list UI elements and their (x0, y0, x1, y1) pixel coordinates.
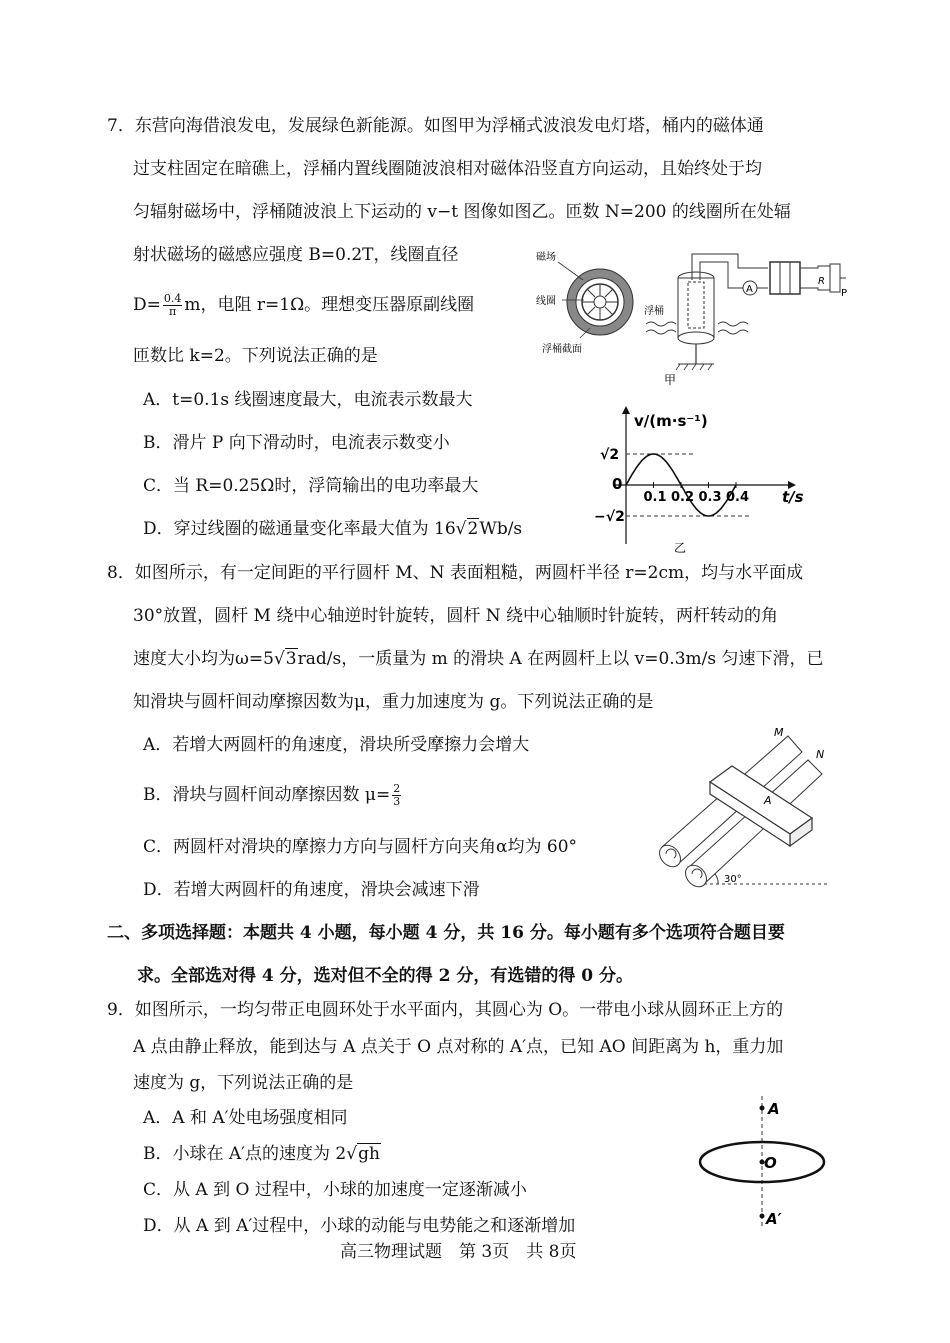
x-tick-4: 0.4 (726, 490, 750, 505)
float-bucket-body (678, 278, 714, 338)
label-float-section: 浮桶截面 (542, 344, 582, 355)
label-a: A (764, 794, 772, 807)
q9-option-b: B．小球在 A′点的速度为 2√gh (143, 1144, 380, 1164)
point-a-prime (760, 1214, 765, 1219)
q9-optb-pre: B．小球在 A′点的速度为 2 (143, 1144, 347, 1164)
q7-optd-radicand: 2 (467, 519, 479, 539)
q8-line3-pre: 速度大小均为ω=5 (133, 649, 274, 669)
q7-stem-line5 (133, 293, 474, 318)
x-tick-3: 0.3 (698, 490, 722, 505)
label-o: O (764, 1154, 777, 1172)
q7-option-d: D．穿过线圈的磁通量变化率最大值为 16√2Wb/s (143, 519, 523, 539)
point-a (760, 1106, 765, 1111)
ammeter-label: A (746, 284, 753, 295)
label-n: N (816, 748, 825, 761)
y-tick-bottom: −√2 (594, 509, 625, 525)
figure-jia-caption: 甲 (664, 373, 677, 387)
q8-stem-line1: 8．如图所示，有一定间距的平行圆杆 M、N 表面粗糙，两圆杆半径 r=2cm，均与水平面成 (107, 563, 804, 583)
q7-stem-line4: 射状磁场的磁感应强度 B=0.2T，线圈直径 (133, 245, 459, 265)
q9-stem-line3: 速度为 g，下列说法正确的是 (133, 1073, 354, 1093)
q8-option-b (143, 783, 403, 808)
q7-option-c: C．当 R=0.25Ω时，浮筒输出的电功率最大 (143, 476, 479, 496)
origin-label: 0 (612, 475, 623, 493)
wave-right (718, 322, 748, 326)
q8-line3-post: rad/s，一质量为 m 的滑块 A 在两圆杆上以 v=0.3m/s 匀速下滑，已 (297, 649, 824, 669)
q9-figure-ring (690, 1090, 850, 1238)
q7-optd-pre: D．穿过线圈的磁通量变化率最大值为 16 (143, 519, 456, 539)
q7-stem-line3: 匀辐射磁场中，浮桶随波浪上下运动的 v−t 图像如图乙。匝数 N=200 的线圈所在处辐 (133, 202, 791, 222)
q7-figure-yi-vt-graph (594, 404, 824, 554)
slider-label: P (841, 288, 848, 299)
q9-option-a: A．A 和 A′处电场强度相同 (143, 1108, 348, 1128)
q7-option-a: A．t=0.1s 线圈速度最大，电流表示数最大 (143, 390, 473, 410)
q8-option-d: D．若增大两圆杆的角速度，滑块会减速下滑 (143, 880, 480, 900)
v-axis-label: v/(m·s⁻¹) (634, 412, 708, 430)
transformer (770, 262, 800, 294)
label-float: 浮桶 (644, 306, 664, 317)
wave-left (646, 322, 676, 326)
section2-title-line2: 求。全部选对得 4 分，选对但不全的得 2 分，有选错的得 0 分。 (137, 966, 633, 986)
q7-frac-numerator: 0.4 (163, 292, 182, 305)
q9-stem-line1: 9．如图所示，一均匀带正电圆环处于水平面内，其圆心为 O。一带电小球从圆环正上方的 (107, 1000, 784, 1020)
q7-figure-jia (528, 240, 858, 390)
label-a: A (768, 1100, 780, 1118)
q7-line5-pre: D= (133, 295, 161, 315)
figure-yi-caption: 乙 (674, 541, 687, 554)
q9-stem-line2: A 点由静止释放，能到达与 A 点关于 O 点对称的 A′点，已知 AO 间距离为 h，重力加 (133, 1037, 784, 1057)
q7-stem-line6: 匝数比 k=2。下列说法正确的是 (133, 346, 378, 366)
q8-line3-radicand: 3 (285, 649, 297, 669)
x-tick-1: 0.1 (643, 490, 667, 505)
section2-title-line1: 二、多项选择题：本题共 4 小题，每小题 4 分，共 16 分。每小题有多个选项符合题目要 (107, 923, 785, 943)
label-magnetic-field: 磁场 (536, 252, 556, 263)
q8-optb-fraction (392, 783, 401, 808)
q8-optb-pre: B．滑块与圆杆间动摩擦因数 μ= (143, 785, 391, 805)
q8-frac-numerator: 2 (393, 782, 401, 795)
resistor-label: R (818, 276, 825, 287)
q8-frac-denominator: 3 (393, 795, 401, 808)
q8-figure-rods (654, 722, 839, 892)
label-m: M (774, 726, 784, 739)
q8-option-a: A．若增大两圆杆的角速度，滑块所受摩擦力会增大 (143, 735, 530, 755)
q8-stem-line4: 知滑块与圆杆间动摩擦因数为μ，重力加速度为 g。下列说法正确的是 (133, 692, 654, 712)
q7-frac-denominator: π (169, 305, 177, 318)
y-tick-top: √2 (600, 447, 620, 463)
x-tick-2: 0.2 (671, 490, 695, 505)
q8-option-c: C．两圆杆对滑块的摩擦力方向与圆杆方向夹角α均为 60° (143, 837, 578, 857)
label-a-prime: A′ (766, 1210, 782, 1228)
q7-stem-line2: 过支柱固定在暗礁上，浮桶内置线圈随波浪相对磁体沿竖直方向运动，且始终处于均 (133, 159, 762, 179)
q8-stem-line3: 速度大小均为ω=5√3rad/s，一质量为 m 的滑块 A 在两圆杆上以 v=0.3m/s 匀速下滑，已 (133, 649, 824, 669)
q7-stem-line1: 7．东营向海借浪发电，发展绿色新能源。如图甲为浮桶式波浪发电灯塔，桶内的磁体通 (107, 116, 764, 136)
q9-optb-radicand: gh (358, 1144, 380, 1164)
q7-optd-post: Wb/s (479, 519, 523, 539)
q7-option-b: B．滑片 P 向下滑动时，电流表示数变小 (143, 433, 450, 453)
page-footer: 高三物理试题 第 3页 共 8页 (340, 1242, 577, 1262)
q9-option-d: D．从 A 到 A′过程中，小球的动能与电势能之和逐渐增加 (143, 1216, 576, 1236)
resistor-r (830, 264, 840, 292)
angle-label: 30° (724, 874, 742, 885)
label-coil: 线圈 (536, 296, 556, 307)
q7-line5-post: m，电阻 r=1Ω。理想变压器原副线圈 (184, 295, 475, 315)
t-axis-label: t/s (782, 488, 804, 506)
q9-option-c: C．从 A 到 O 过程中，小球的加速度一定逐渐减小 (143, 1180, 527, 1200)
q8-stem-line2: 30°放置，圆杆 M 绕中心轴逆时针旋转，圆杆 N 绕中心轴顺时针旋转，两杆转动的角 (133, 606, 779, 626)
q7-diameter-fraction (163, 293, 183, 318)
